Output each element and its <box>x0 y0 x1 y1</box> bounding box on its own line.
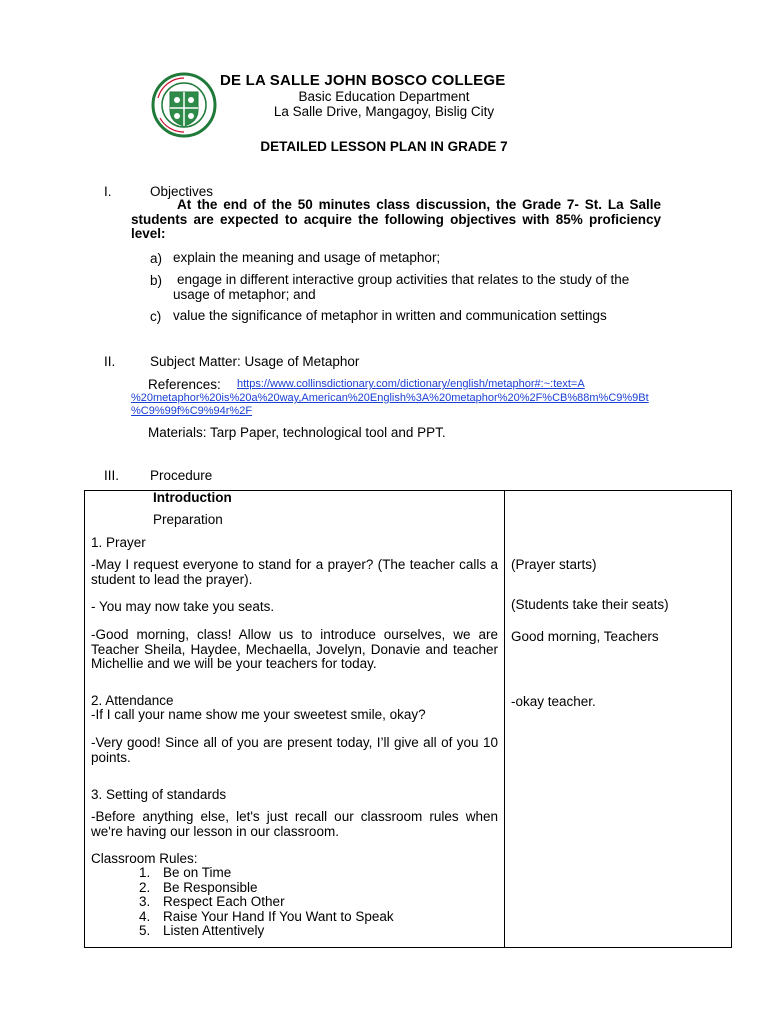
rule-text: Respect Each Other <box>163 894 285 909</box>
objective-text: value the significance of metaphor in written and communication settings <box>173 308 607 323</box>
section-number-objectives: I. <box>104 184 112 199</box>
greeting-student-text: Good morning, Teachers <box>511 629 659 644</box>
materials: Materials: Tarp Paper, technological tool and PPT. <box>148 425 446 440</box>
prayer-teacher-text: -May I request everyone to stand for a prayer? (The teacher calls a student to lead the prayer). <box>91 557 498 587</box>
rule-text: Be Responsible <box>163 879 258 895</box>
school-name: DE LA SALLE JOHN BOSCO COLLEGE <box>220 72 506 89</box>
student-column <box>505 491 732 948</box>
attendance-student-text: -okay teacher. <box>511 694 596 709</box>
prayer-student-text: (Prayer starts) <box>511 557 597 572</box>
standards-heading: 3. Setting of standards <box>91 787 227 802</box>
rules-heading: Classroom Rules: <box>91 851 198 866</box>
lesson-plan-title: DETAILED LESSON PLAN IN GRADE 7 <box>260 139 508 154</box>
objectives-intro: At the end of the 50 minutes class discussion, the Grade 7- St. La Salle students are expected to acquire the following objectives with 85% proficiency level: <box>131 197 661 241</box>
references-label: References: <box>148 377 221 392</box>
objective-text: engage in different interactive group activities that relates to the study of the usage of metaphor; and <box>173 272 630 302</box>
school-address: La Salle Drive, Mangagoy, Bislig City <box>273 104 495 119</box>
preparation-heading: Preparation <box>153 512 223 527</box>
rule-number: 2. <box>139 879 151 895</box>
reference-link-line[interactable]: %20metaphor%20is%20a%20way,American%20English%3A%20metaphor%20%2F%CB%88m%C9%9Bt <box>131 392 649 404</box>
standards-teacher-text: -Before anything else, let's just recall our classroom rules when we're having our lesson in our classroom. <box>91 809 498 839</box>
objective-letter: c) <box>150 309 162 324</box>
rule-number: 5. <box>139 923 151 938</box>
rules-list <box>139 866 394 939</box>
reference-link-line[interactable]: %C9%99f%C9%94r%2F <box>131 405 253 417</box>
rule-item <box>139 881 394 896</box>
attendance-followup-text: -Very good! Since all of you are present today, I’ll give all of you 10 points. <box>91 735 498 765</box>
reference-link-line[interactable]: https://www.collinsdictionary.com/dictionary/english/metaphor#:~:text=A <box>237 378 585 390</box>
rule-text: Raise Your Hand If You Want to Speak <box>163 908 394 924</box>
procedure-table <box>84 490 732 948</box>
introduction-heading: Introduction <box>153 490 232 505</box>
attendance-teacher-text: -If I call your name show me your sweetest smile, okay? <box>91 707 426 722</box>
section-label-objectives: Objectives <box>150 184 214 199</box>
prayer-heading: 1. Prayer <box>91 535 146 550</box>
subject-matter: Subject Matter: Usage of Metaphor <box>150 354 360 369</box>
rule-number: 3. <box>139 894 151 909</box>
department-name: Basic Education Department <box>298 89 470 104</box>
rule-number: 1. <box>139 865 151 880</box>
rule-item <box>139 924 394 939</box>
seats-teacher-text: - You may now take you seats. <box>91 599 275 614</box>
objective-letter: a) <box>150 251 163 266</box>
rule-item <box>139 910 394 925</box>
attendance-heading: 2. Attendance <box>91 693 174 708</box>
seats-student-text: (Students take their seats) <box>511 597 669 612</box>
section-label-procedure: Procedure <box>150 468 213 483</box>
rule-item <box>139 895 394 910</box>
rule-text: Listen Attentively <box>163 923 265 938</box>
section-number-procedure: III. <box>104 468 120 483</box>
objective-text: explain the meaning and usage of metaphor; <box>173 250 441 265</box>
greeting-teacher-text: -Good morning, class! Allow us to introduce ourselves, we are Teacher Sheila, Haydee, Mechaella, Jovelyn, Donavie and teacher Michellie and we will be your teachers for today. <box>91 627 498 671</box>
rule-number: 4. <box>139 908 151 924</box>
section-number-subject: II. <box>104 354 116 369</box>
objective-letter: b) <box>150 273 163 288</box>
teacher-column <box>85 491 505 948</box>
rule-item <box>139 866 394 881</box>
rule-text: Be on Time <box>163 865 232 880</box>
